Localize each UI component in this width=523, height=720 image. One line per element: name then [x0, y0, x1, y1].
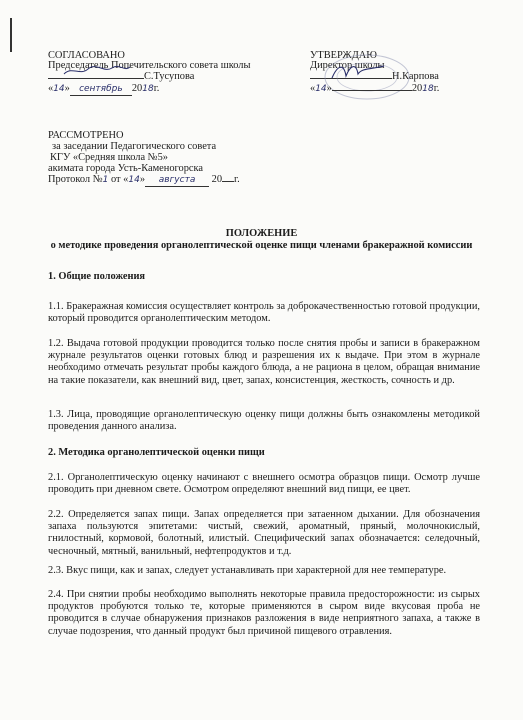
document-subtitle: о методике проведения органолептической оценке пищи членами бракеражной комиссии — [50, 240, 473, 251]
section1-paragraph-2: 1.2. Выдача готовой продукции проводится только после снятия пробы и записи в бракеражном журнале результатов оценки готовых блюд и разрешения их к выдаче. При этом в журнале необходимо отмечать результат пробы каждого блюда, а не рациона в целом, обращая внимание на такие показатели, как внешний вид, цвет, запах, консистенция, жесткость, сочность и др. — [48, 338, 480, 386]
section2-paragraph-1: 2.1. Органолептическую оценку начинают с внешнего осмотра образцов пищи. Осмотр лучше проводить при дневном свете. Осмотром определяют внешний вид пищи, ее цвет. — [48, 472, 480, 496]
protocol-day: 14 — [128, 175, 140, 185]
handwritten-signature-right — [328, 60, 388, 82]
approval-left-position: Председатель Попечительского совета школы — [48, 60, 251, 71]
handwritten-signature-left — [62, 64, 132, 78]
section2-title: 2. Методика органолептической оценки пищи — [48, 447, 265, 458]
section2-paragraph-3: 2.3. Вкус пищи, как и запах, следует устанавливать при характерной для нее температуре. — [48, 565, 447, 576]
section1-paragraph-3: 1.3. Лица, проводящие органолептическую оценку пищи должны быть ознакомлены методикой проведения данного анализа. — [48, 409, 480, 433]
approval-left-month: сентябрь — [70, 83, 132, 96]
approval-right-day: 14 — [315, 84, 327, 94]
approval-right-month-blank — [332, 90, 412, 91]
signature-blank — [48, 78, 144, 79]
reviewed-protocol: Протокол №1 от «14» августа 20 г. — [48, 174, 240, 185]
reviewed-line3: акимата города Усть-Каменогорска — [48, 163, 204, 174]
protocol-month: августа — [145, 174, 209, 187]
reviewed-line1: за заседании Педагогического совета — [52, 141, 217, 152]
approval-left-title: СОГЛАСОВАНО — [48, 50, 125, 61]
approval-right-name: Н.Карпова — [392, 71, 439, 82]
reviewed-title: РАССМОТРЕНО — [48, 130, 124, 141]
protocol-number: 1 — [102, 175, 109, 185]
approval-right-title: УТВЕРЖДАЮ — [310, 50, 377, 61]
approval-right-year: 18 — [422, 84, 434, 94]
section1-paragraph-1: 1.1. Бракеражная комиссия осуществляет контроль за доброкачественностью готовой продукции, который проводится органолептическим методом. — [48, 301, 480, 325]
approval-left-name: С.Тусупова — [144, 71, 195, 82]
approval-left-year: 18 — [142, 84, 154, 94]
approval-right-date: «14» 2018г. — [310, 83, 440, 94]
approval-left-date: «14» сентябрь 2018г. — [48, 83, 160, 94]
approval-right-position: Директор школы — [310, 60, 385, 71]
scan-edge-mark — [10, 18, 12, 52]
section1-title: 1. Общие положения — [48, 271, 146, 282]
reviewed-line2: КГУ «Средняя школа №5» — [50, 152, 168, 163]
section2-paragraph-4: 2.4. При снятии пробы необходимо выполнять некоторые правила предосторожности: из сырых продуктов пробуются только те, которые применяются в сыром виде вкусовая проба не проводится в случае обнаружения признаков разложения в виде неприятного запаха, а также в случае подозрения, что данный продукт был причиной пищевого отравления. — [48, 589, 480, 637]
document-title: ПОЛОЖЕНИЕ — [225, 228, 298, 239]
section2-paragraph-2: 2.2. Определяется запах пищи. Запах определяется при затаенном дыхании. Для обозначения запаха пользуются эпитетами: чистый, свежий, ароматный, пряный, молочнокислый, гнилостный, кормовой, болотный, илистый. Специфический запах обозначается: селедочный, чесночный, мятный, ванильный, нефтепродуктов и т.д. — [48, 509, 480, 557]
approval-left-day: 14 — [53, 84, 65, 94]
